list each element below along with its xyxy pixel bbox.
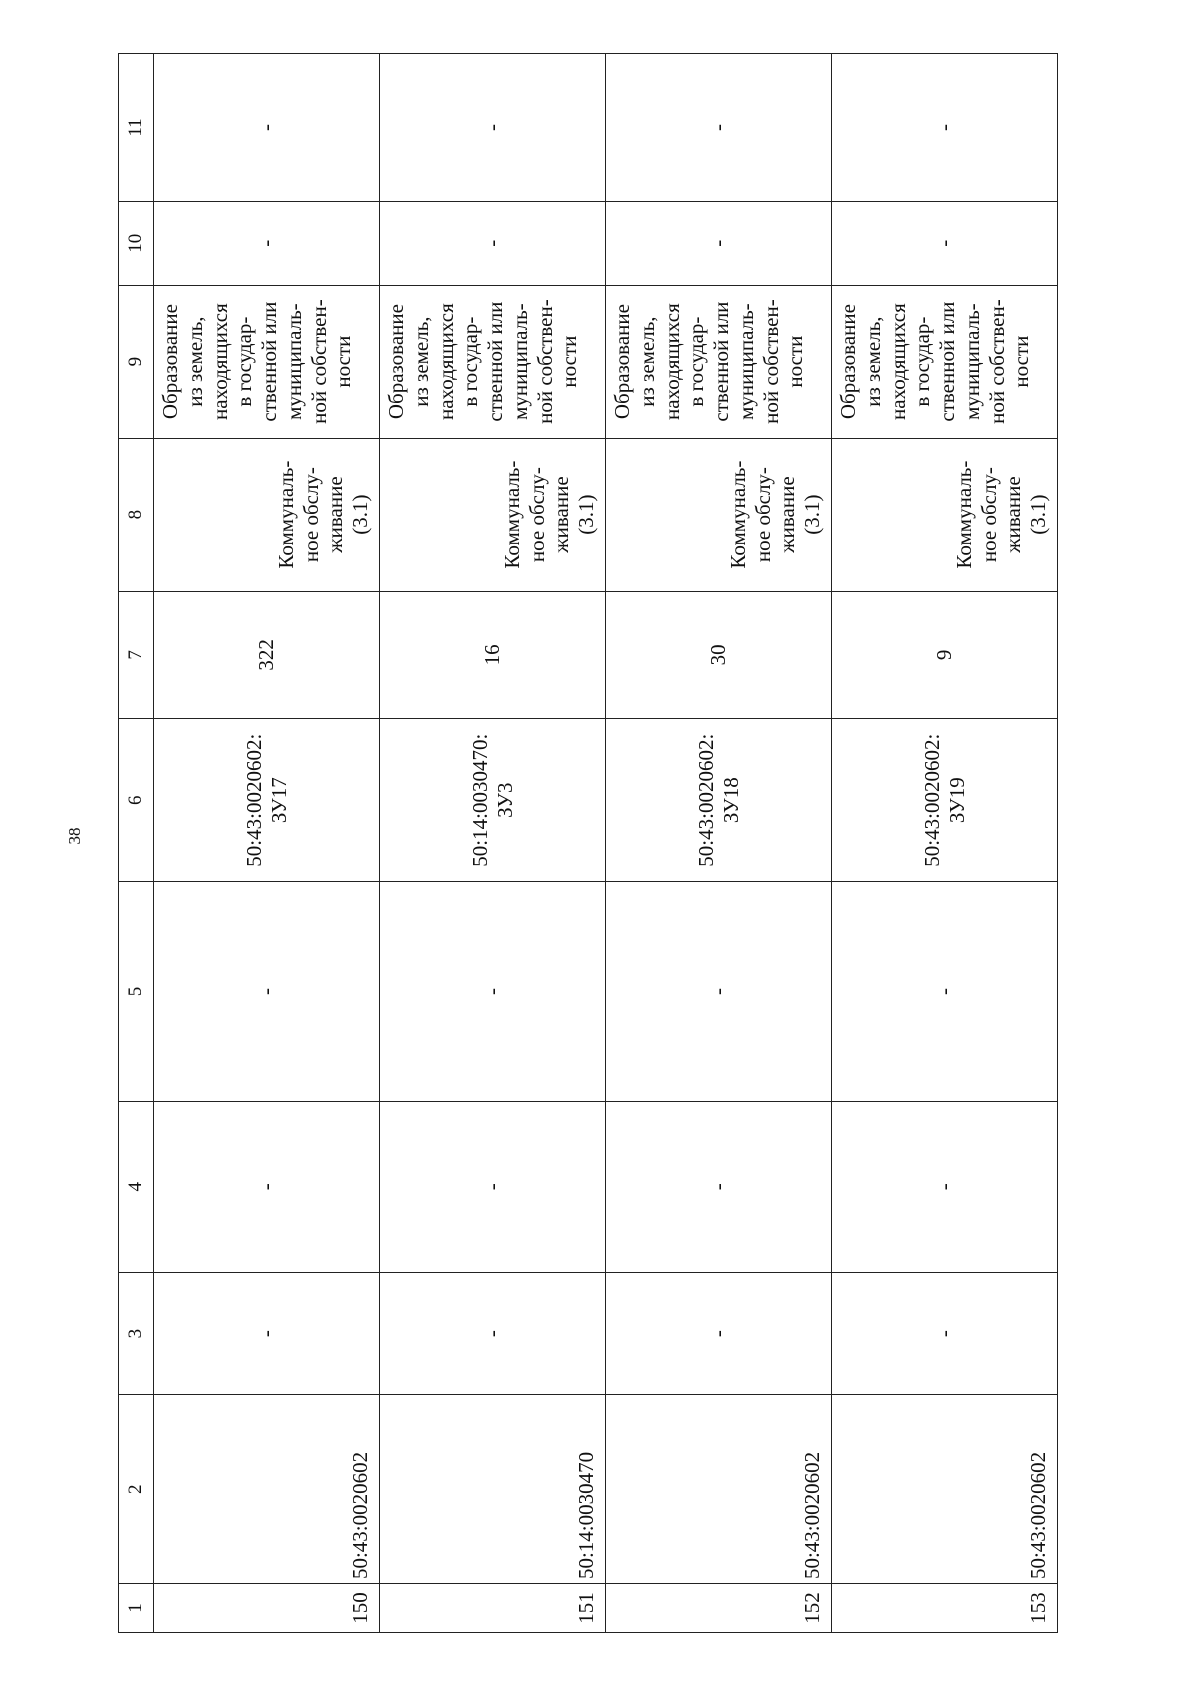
col5-value: - [832,882,1058,1101]
row-number: 150 [154,1584,380,1633]
col11-value: - [832,54,1058,202]
col4-value: - [154,1101,380,1272]
permitted-use: Коммуналь- ное обслу- живание (3.1) [606,438,832,591]
formation-method: Образование из земель, находящихся в государ- ственной или муниципаль- ной собствен- ности [380,285,606,438]
column-header: 5 [119,882,154,1101]
col3-value: - [380,1272,606,1394]
column-header: 1 [119,1584,154,1633]
permitted-use: Коммуналь- ное обслу- живание (3.1) [380,438,606,591]
col5-value: - [606,882,832,1101]
col10-value: - [380,201,606,285]
col4-value: - [380,1101,606,1272]
permitted-use: Коммуналь- ное обслу- живание (3.1) [154,438,380,591]
formation-method: Образование из земель, находящихся в государ- ственной или муниципаль- ной собствен- ности [606,285,832,438]
header-row [119,54,154,1633]
table-row [606,54,832,1633]
col5-value: - [154,882,380,1101]
col11-value: - [606,54,832,202]
column-header: 2 [119,1395,154,1584]
col4-value: - [832,1101,1058,1272]
row-number: 152 [606,1584,832,1633]
formation-method: Образование из земель, находящихся в государ- ственной или муниципаль- ной собствен- ности [154,285,380,438]
area-value: 9 [832,591,1058,719]
col3-value: - [832,1272,1058,1394]
land-plot-table [118,53,1058,1633]
area-value: 16 [380,591,606,719]
cadastral-quarter: 50:43:0020602 [832,1395,1058,1584]
column-header: 3 [119,1272,154,1394]
row-number: 153 [832,1584,1058,1633]
land-plot-designation: 50:43:0020602: ЗУ19 [832,719,1058,882]
col3-value: - [154,1272,380,1394]
row-number: 151 [380,1584,606,1633]
col11-value: - [380,54,606,202]
formation-method: Образование из земель, находящихся в государ- ственной или муниципаль- ной собствен- ности [832,285,1058,438]
table-row [380,54,606,1633]
land-plot-designation: 50:43:0020602: ЗУ17 [154,719,380,882]
cadastral-quarter: 50:43:0020602 [606,1395,832,1584]
column-header: 4 [119,1101,154,1272]
table-row [154,54,380,1633]
col4-value: - [606,1101,832,1272]
column-header: 8 [119,438,154,591]
column-header: 7 [119,591,154,719]
column-header: 6 [119,719,154,882]
cadastral-quarter: 50:14:0030470 [380,1395,606,1584]
col11-value: - [154,54,380,202]
rotated-table-container [118,53,1058,1633]
table-body [154,54,1058,1633]
table-row [832,54,1058,1633]
col10-value: - [154,201,380,285]
col3-value: - [606,1272,832,1394]
column-header: 9 [119,285,154,438]
area-value: 322 [154,591,380,719]
area-value: 30 [606,591,832,719]
land-plot-designation: 50:43:0020602: ЗУ18 [606,719,832,882]
column-header: 11 [119,54,154,202]
col5-value: - [380,882,606,1101]
column-header: 10 [119,201,154,285]
permitted-use: Коммуналь- ное обслу- живание (3.1) [832,438,1058,591]
cadastral-quarter: 50:43:0020602 [154,1395,380,1584]
col10-value: - [832,201,1058,285]
land-plot-designation: 50:14:0030470: ЗУ3 [380,719,606,882]
col10-value: - [606,201,832,285]
page-number: 38 [65,827,84,845]
